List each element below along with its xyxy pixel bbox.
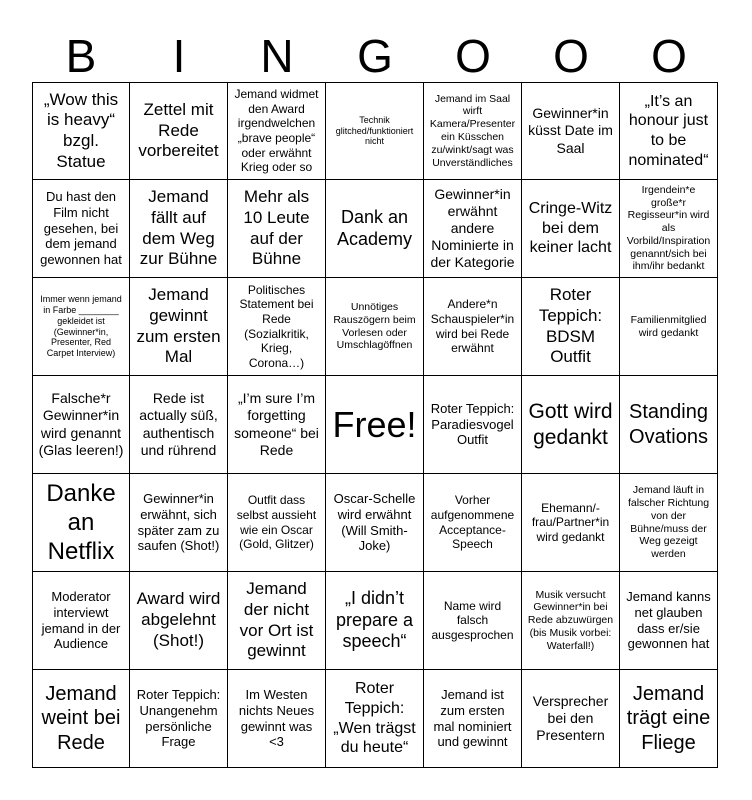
bingo-cell[interactable]: Danke an Netflix (32, 474, 130, 572)
bingo-cell[interactable]: Dank an Academy (326, 180, 424, 278)
bingo-cell[interactable]: „It’s an honour just to be nominated“ (620, 82, 718, 180)
bingo-cell[interactable]: Jemand trägt eine Fliege (620, 670, 718, 768)
bingo-cell[interactable]: Gott wird gedankt (522, 376, 620, 474)
bingo-cell[interactable]: Musik versucht Gewinner*in bei Rede abzuwürgen (bis Musik vorbei: Waterfall!) (522, 572, 620, 670)
header-letter-n: N (260, 30, 294, 82)
bingo-cell[interactable]: Jemand widmet den Award irgendwelchen „brave people“ oder erwähnt Krieg oder so (228, 82, 326, 180)
bingo-cell[interactable]: Jemand ist zum ersten mal nominiert und gewinnt (424, 670, 522, 768)
bingo-cell[interactable]: Jemand fällt auf dem Weg zur Bühne (130, 180, 228, 278)
bingo-cell[interactable]: Technik glitched/funktioniert nicht (326, 82, 424, 180)
bingo-cell[interactable]: Im Westen nichts Neues gewinnt was <3 (228, 670, 326, 768)
bingo-cell[interactable]: Falsche*r Gewinner*in wird genannt (Glas leeren!) (32, 376, 130, 474)
header-letter-i: I (172, 30, 186, 82)
bingo-cell[interactable]: Jemand gewinnt zum ersten Mal (130, 278, 228, 376)
bingo-cell[interactable]: Moderator interviewt jemand in der Audience (32, 572, 130, 670)
bingo-cell[interactable]: Roter Teppich: BDSM Outfit (522, 278, 620, 376)
bingo-cell[interactable]: Roter Teppich: Paradiesvogel Outfit (424, 376, 522, 474)
bingo-cell[interactable]: Roter Teppich: Unangenehm persönliche Frage (130, 670, 228, 768)
bingo-cell[interactable]: Jemand kanns net glauben dass er/sie gewonnen hat (620, 572, 718, 670)
bingo-cell[interactable]: Name wird falsch ausgesprochen (424, 572, 522, 670)
bingo-cell[interactable]: Versprecher bei den Presentern (522, 670, 620, 768)
bingo-cell[interactable]: Roter Teppich: „Wen trägst du heute“ (326, 670, 424, 768)
bingo-cell[interactable]: Politisches Statement bei Rede (Sozialkritik, Krieg, Corona…) (228, 278, 326, 376)
bingo-cell[interactable]: Outfit dass selbst aussieht wie ein Oscar (Gold, Glitzer) (228, 474, 326, 572)
bingo-cell[interactable]: Immer wenn jemand in Farbe ________ gekleidet ist (Gewinner*in, Presenter, Red Carpet Interview) (32, 278, 130, 376)
bingo-cell[interactable]: Unnötiges Rauszögern beim Vorlesen oder Umschlagöffnen (326, 278, 424, 376)
bingo-cell[interactable]: Jemand im Saal wirft Kamera/Presenter ein Küsschen zu/winkt/sagt was Unverständliches (424, 82, 522, 180)
bingo-cell[interactable]: Irgendein*e große*r Regisseur*in wird als Vorbild/Inspiration genannt/sich bei ihm/ihr bedankt (620, 180, 718, 278)
header-letter-o-1: O (455, 30, 491, 82)
bingo-cell[interactable]: „I didn’t prepare a speech“ (326, 572, 424, 670)
bingo-cell[interactable]: Zettel mit Rede vorbereitet (130, 82, 228, 180)
bingo-cell[interactable]: Andere*n Schauspieler*in wird bei Rede erwähnt (424, 278, 522, 376)
bingo-cell[interactable]: Rede ist actually süß, authentisch und rührend (130, 376, 228, 474)
bingo-cell[interactable]: „Wow this is heavy“ bzgl. Statue (32, 82, 130, 180)
bingo-cell[interactable]: Cringe-Witz bei dem keiner lacht (522, 180, 620, 278)
bingo-cell[interactable]: Ehemann/-frau/Partner*in wird gedankt (522, 474, 620, 572)
bingo-cell[interactable]: Standing Ovations (620, 376, 718, 474)
bingo-cell[interactable]: Du hast den Film nicht gesehen, bei dem jemand gewonnen hat (32, 180, 130, 278)
bingo-cell[interactable]: Jemand der nicht vor Ort ist gewinnt (228, 572, 326, 670)
bingo-cell[interactable]: Jemand läuft in falscher Richtung von der Bühne/muss der Weg gezeigt werden (620, 474, 718, 572)
header-letter-b: B (65, 30, 97, 82)
bingo-cell[interactable]: Gewinner*in küsst Date im Saal (522, 82, 620, 180)
bingo-cell[interactable]: Vorher aufgenommene Acceptance-Speech (424, 474, 522, 572)
bingo-header (32, 30, 718, 82)
bingo-grid (32, 82, 718, 768)
bingo-cell[interactable]: Gewinner*in erwähnt andere Nominierte in der Kategorie (424, 180, 522, 278)
bingo-cell[interactable]: Jemand weint bei Rede (32, 670, 130, 768)
bingo-cell[interactable]: Award wird abgelehnt (Shot!) (130, 572, 228, 670)
header-letter-g: G (357, 30, 393, 82)
bingo-cell[interactable]: Mehr als 10 Leute auf der Bühne (228, 180, 326, 278)
bingo-cell[interactable]: Gewinner*in erwähnt, sich später zam zu saufen (Shot!) (130, 474, 228, 572)
bingo-cell[interactable]: „I’m sure I’m forgetting someone“ bei Rede (228, 376, 326, 474)
bingo-cell[interactable]: Oscar-Schelle wird erwähnt (Will Smith-Joke) (326, 474, 424, 572)
header-letter-o-3: O (651, 30, 687, 82)
header-letter-o-2: O (553, 30, 589, 82)
free-cell[interactable]: Free! (326, 376, 424, 474)
bingo-cell[interactable]: Familienmitglied wird gedankt (620, 278, 718, 376)
